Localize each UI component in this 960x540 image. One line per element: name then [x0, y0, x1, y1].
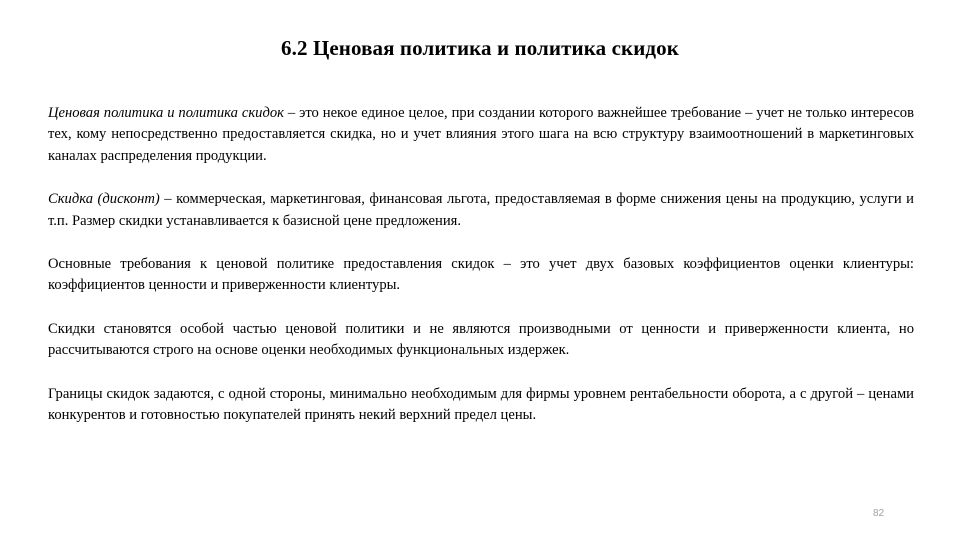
term-discount: Скидка (дисконт): [48, 191, 160, 208]
paragraph-text: Скидки становятся особой частью ценовой политики и не являются производными от ценности и приверженности клиента, но рассчитываются строго на основе оценки необходимых функциональных издержек.: [48, 320, 914, 359]
slide-title: 6.2 Ценовая политика и политика скидок: [281, 36, 679, 60]
paragraph-discount-boundaries: [48, 384, 914, 427]
paragraph-requirements: [48, 254, 914, 297]
paragraph-discount-definition: [48, 189, 914, 232]
slide-content: [48, 103, 914, 448]
paragraph-text: – коммерческая, маркетинговая, финансовая льгота, предоставляемая в форме снижения цены на продукцию, услуги и т.п. Размер скидки устанавливается к базисной цене предложения.: [48, 191, 914, 229]
paragraph-text: Границы скидок задаются, с одной стороны, минимально необходимым для фирмы уровнем рентабельности оборота, а с другой – ценами конкурентов и готовностью покупателей принять некий верхний предел цены.: [48, 385, 914, 424]
term-pricing-policy: Ценовая политика и политика скидок: [48, 105, 284, 121]
paragraph-pricing-policy: [48, 103, 914, 167]
page-number: 82: [873, 508, 885, 519]
paragraph-text: Основные требования к ценовой политике предоставления скидок – это учет двух базовых коэффициентов оценки клиентуры: коэффициентов ценности и приверженности клиентуры.: [48, 256, 914, 294]
paragraph-text: – это некое единое целое, при создании которого важнейшее требование – учет не только интересов тех, кому непосредственно предоставляется скидка, но и учет влияния этого шага на всю структуру взаимоотношений в маркетинговых каналах распределения продукции.: [48, 105, 914, 164]
paragraph-discounts-part: [48, 319, 914, 362]
